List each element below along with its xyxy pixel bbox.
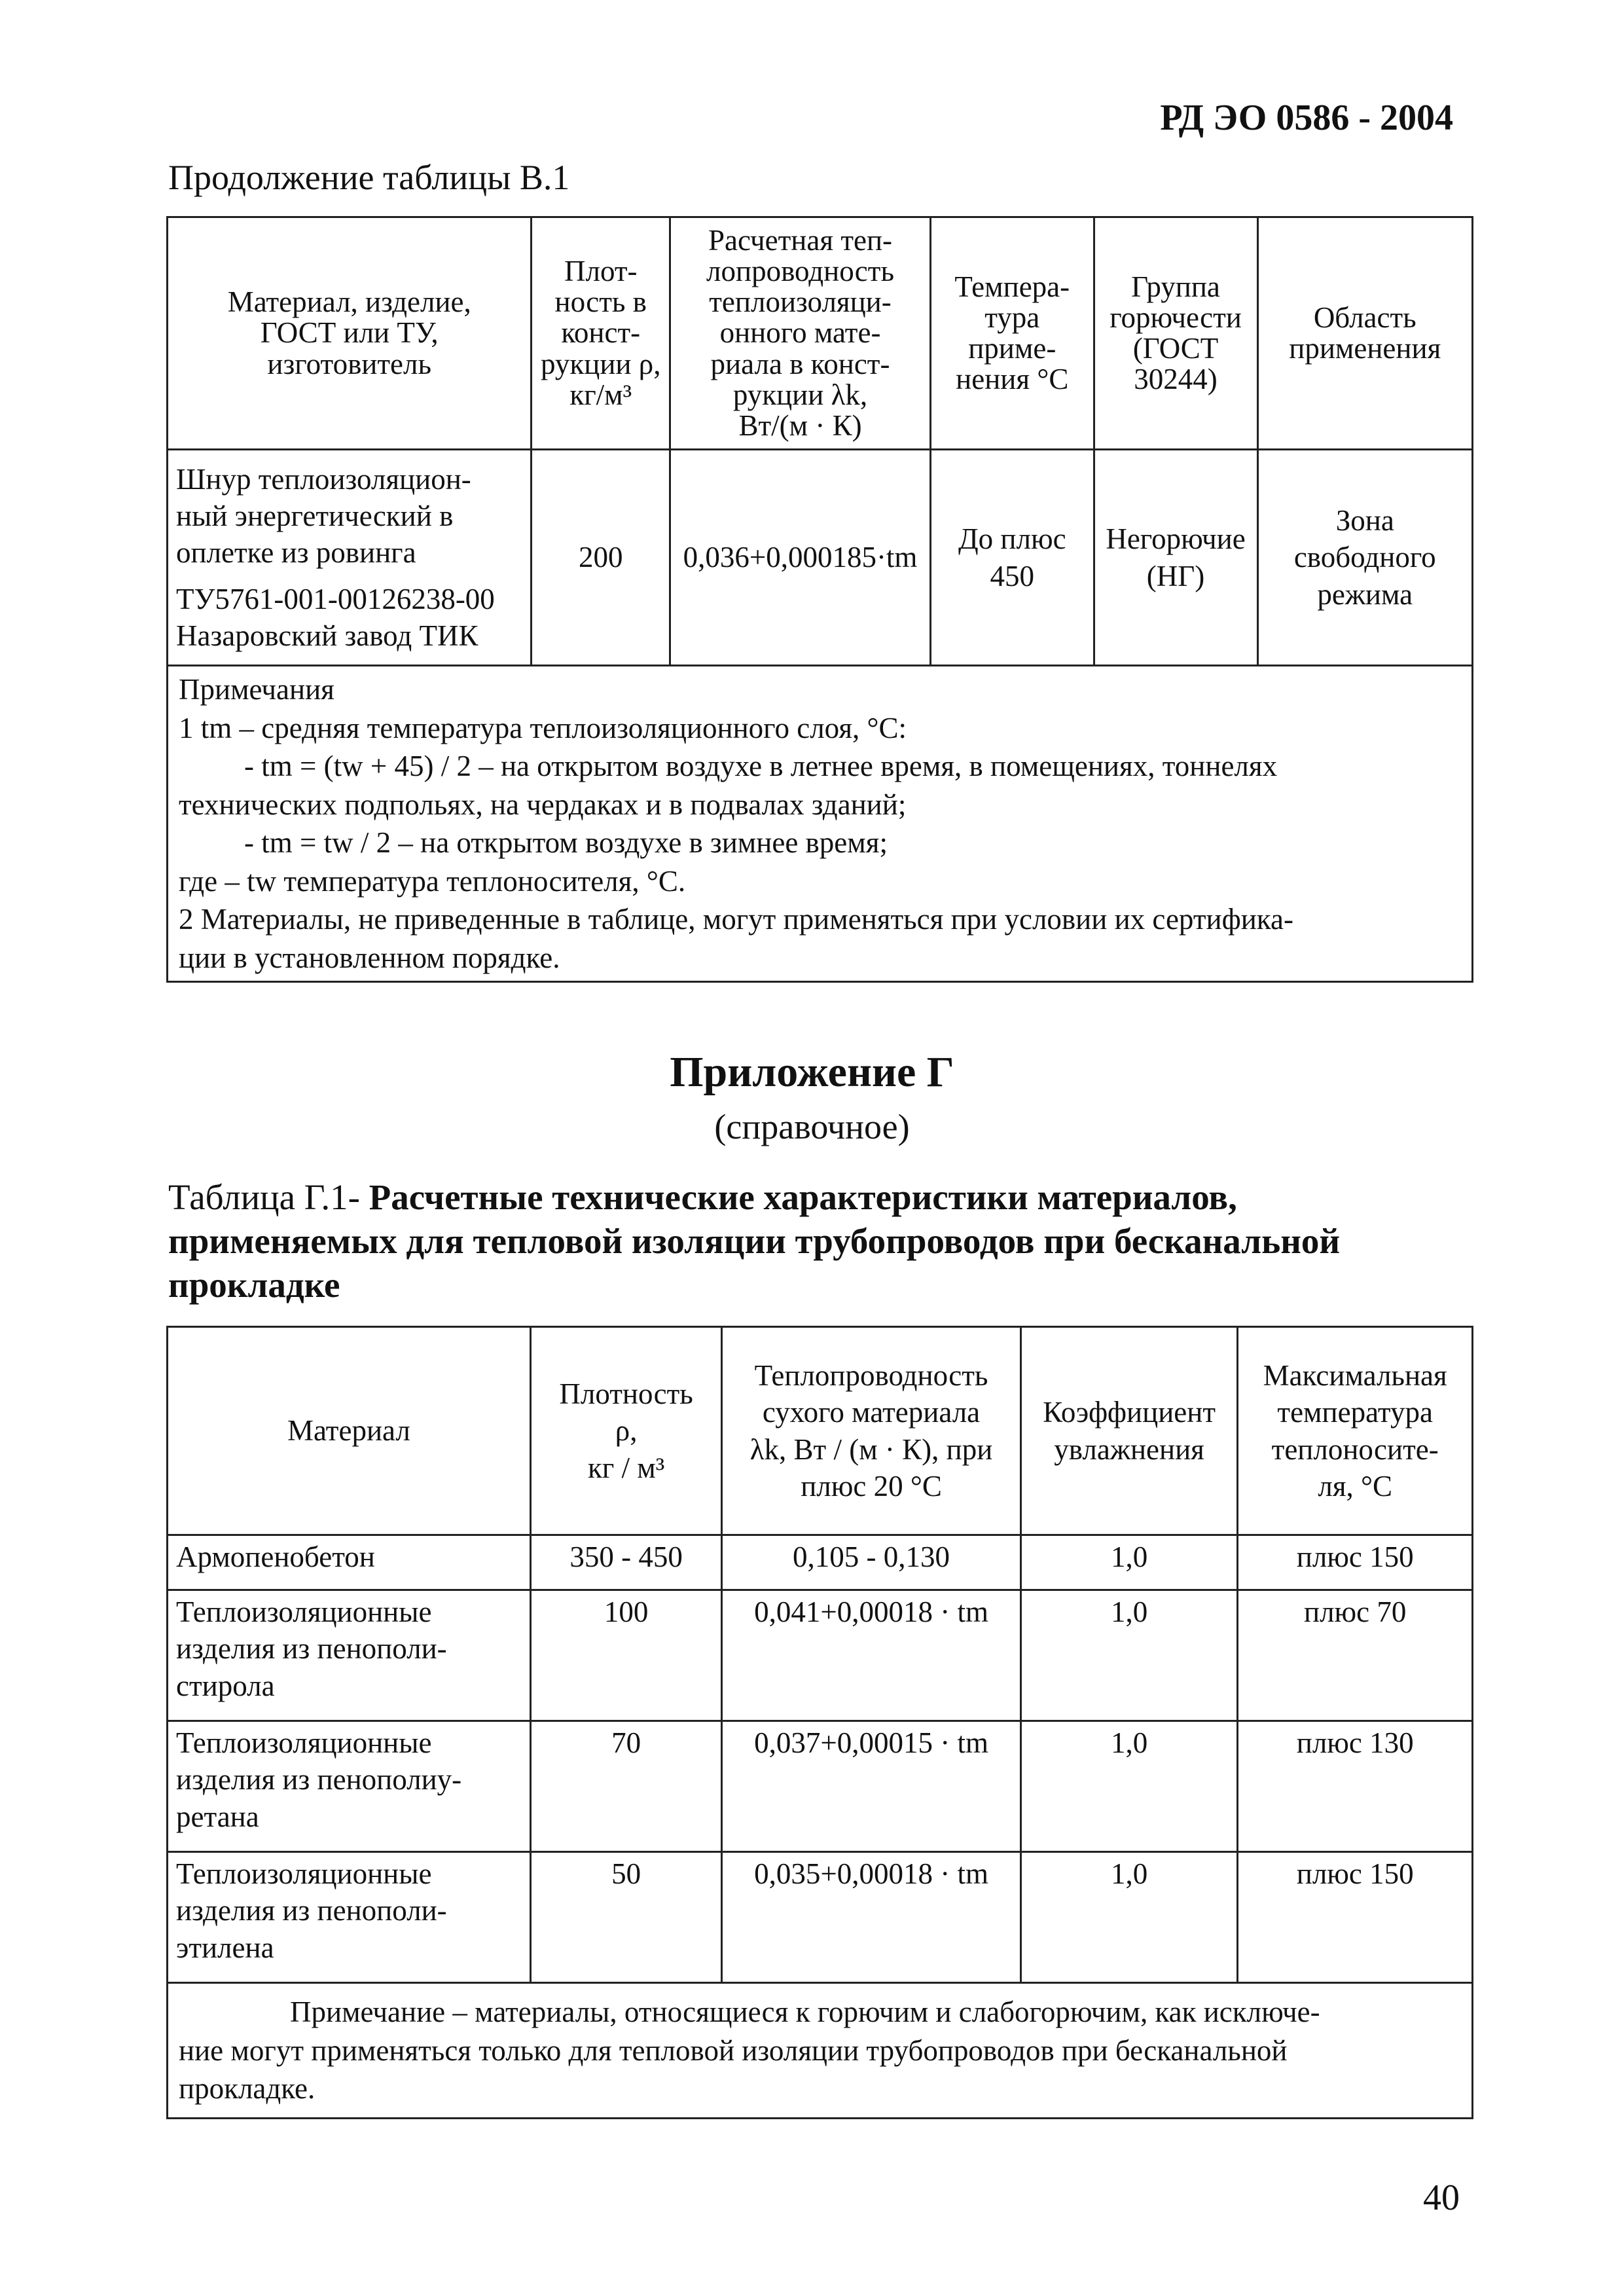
cell-max-temperature: плюс 70 — [1238, 1590, 1473, 1721]
document-code: РД ЭО 0586 - 2004 — [1160, 98, 1453, 138]
table-b1 — [166, 216, 1473, 983]
page-number: 40 — [1423, 2178, 1460, 2218]
cell-conductivity: 0,036+0,000185·tm — [670, 450, 931, 666]
cell-coefficient: 1,0 — [1020, 1590, 1238, 1721]
header-density: Плотность ρ, кг / м³ — [530, 1327, 721, 1535]
cell-material: Теплоизоляционные изделия из пенополи- этилена — [168, 1852, 531, 1983]
cell-flammability: Негорючие (НГ) — [1094, 450, 1257, 666]
table-g1-header-row — [168, 1327, 1473, 1535]
header-temperature: Темпера- тура приме- нения °С — [930, 217, 1094, 450]
cell-max-temperature: плюс 130 — [1238, 1721, 1473, 1852]
cell-conductivity: 0,037+0,00015 · tm — [722, 1721, 1020, 1852]
cell-conductivity: 0,041+0,00018 · tm — [722, 1590, 1020, 1721]
cell-coefficient: 1,0 — [1020, 1535, 1238, 1590]
appendix-subtitle: (справочное) — [714, 1107, 910, 1146]
table-g1 — [166, 1326, 1473, 2119]
header-max-temperature: Максимальная температура теплоносите- ля, °С — [1238, 1327, 1473, 1535]
cell-area: Зона свободного режима — [1257, 450, 1473, 666]
table-row — [168, 1852, 1473, 1983]
header-coefficient: Коэффициент увлажнения — [1020, 1327, 1238, 1535]
table-b1-notes-row — [168, 666, 1473, 982]
table-caption — [168, 1175, 1471, 1307]
caption-prefix: Таблица Г.1- — [168, 1177, 369, 1217]
table-b1-header-row — [168, 217, 1473, 450]
cell-density: 200 — [532, 450, 670, 666]
table-row — [168, 1535, 1473, 1590]
cell-material: Теплоизоляционные изделия из пенополиу- ретана — [168, 1721, 531, 1852]
cell-material: Теплоизоляционные изделия из пенополи- стирола — [168, 1590, 531, 1721]
header-density: Плот- ность в конст- рукции ρ, кг/м³ — [532, 217, 670, 450]
cell-density: 70 — [530, 1721, 721, 1852]
notes-cell: Примечания 1 tm – средняя температура теплоизоляционного слоя, °С: - tm = (tw + 45) / 2 – на открытом воздухе в летнее время, в помещениях, тоннелях технических подпольях, на чердаках и в подвалах зданий; - tm = tw / 2 – на открытом воздухе в зимнее время; где – tw температура теплоносителя, °С. 2 Материалы, не приведенные в таблице, могут применяться при условии их сертифика- ции в установленном порядке. — [168, 666, 1473, 982]
header-material: Материал — [168, 1327, 531, 1535]
table-row — [168, 450, 1473, 666]
header-area: Область применения — [1257, 217, 1473, 450]
header-flammability: Группа горючести (ГОСТ 30244) — [1094, 217, 1257, 450]
cell-material: Шнур теплоизоляцион- ный энергетический в оплетке из ровинга ТУ5761-001-00126238-00 Назаровский завод ТИК — [168, 450, 532, 666]
cell-density: 50 — [530, 1852, 721, 1983]
table-g1-note-row — [168, 1983, 1473, 2119]
header-conductivity: Теплопроводность сухого материала λk, Вт / (м · К), при плюс 20 °С — [722, 1327, 1020, 1535]
appendix-title: Приложение Г — [670, 1048, 954, 1096]
cell-coefficient: 1,0 — [1020, 1721, 1238, 1852]
header-conductivity: Расчетная теп- лопроводность теплоизоляци- онного мате- риала в конст- рукции λk, Вт/(м · К) — [670, 217, 931, 450]
cell-temperature: До плюс 450 — [930, 450, 1094, 666]
table-continuation-label: Продолжение таблицы В.1 — [168, 158, 570, 197]
cell-density: 350 - 450 — [530, 1535, 721, 1590]
caption-title: Расчетные технические характеристики материалов, применяемых для тепловой изоляции трубопроводов при бесканальной прокладке — [168, 1177, 1341, 1305]
cell-density: 100 — [530, 1590, 721, 1721]
cell-max-temperature: плюс 150 — [1238, 1852, 1473, 1983]
table-row — [168, 1590, 1473, 1721]
cell-coefficient: 1,0 — [1020, 1852, 1238, 1983]
cell-conductivity: 0,035+0,00018 · tm — [722, 1852, 1020, 1983]
header-material: Материал, изделие, ГОСТ или ТУ, изготовитель — [168, 217, 532, 450]
cell-material: Армопенобетон — [168, 1535, 531, 1590]
table-row — [168, 1721, 1473, 1852]
note-cell: Примечание – материалы, относящиеся к горючим и слабогорючим, как исключе- ние могут применяться только для тепловой изоляции трубопроводов при бесканальной прокладке. — [168, 1983, 1473, 2119]
cell-conductivity: 0,105 - 0,130 — [722, 1535, 1020, 1590]
cell-max-temperature: плюс 150 — [1238, 1535, 1473, 1590]
